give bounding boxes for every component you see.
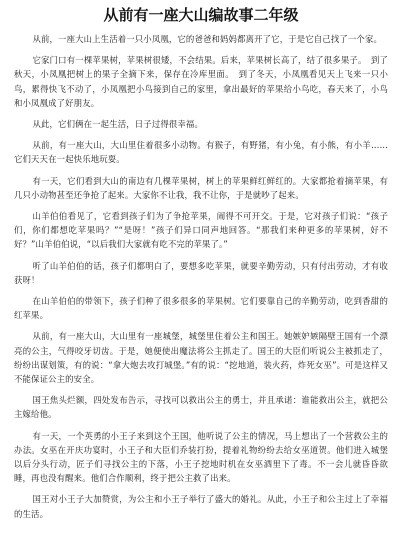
- paragraph-9: 从前，有一座大山，大山里有一座城堡，城堡里住着公主和国王。她嫉妒嫉隔壁王国有一个漂亮的公主，气得咬牙切齿。于是，她便使出魔法将公主抓走了。国王的大臣们听说公主被抓走了，纷纷出谋划策，有的说：“拿大炮去攻打城堡。”有的说：“挖地道，装火药，炸死女巫”。可是这样又不能保证公主的安全。: [14, 331, 388, 385]
- story-body: [14, 32, 388, 521]
- paragraph-8: 在山羊伯伯的带领下，孩子们种了很多很多的苹果树。它们要靠自己的辛勤劳动，吃到香甜的红苹果。: [14, 296, 388, 321]
- paragraph-3: 从此，它们俩在一起生活，日子过得很幸福。: [32, 119, 203, 130]
- paragraph-7: 听了山羊伯伯的话，孩子们都明白了，要想多吃苹果，就要辛勤劳动，只有付出劳动，才有收获呀！: [14, 260, 388, 285]
- paragraph-11: 有一天，一个英勇的小王子来到这个王国，他听说了公主的情况，马上想出了一个营救公主的办法。女巫在开庆功宴时，小王子和大臣们乔装打扮，提着礼物纷纷去给女巫道贺。他们进入城堡以后分头行动，匠子们寻找公主的下落，小王子挖地时机在女巫酒里下了毒。不一会儿就昏昏欲睡，再也没有醒来。他们合作顺利，终于把公主救了出来。: [14, 430, 388, 484]
- paragraph-1: 从前，一座大山上生活着一只小凤凰，它的爸爸和妈妈都离开了它，于是它自己找了一个家。: [32, 34, 382, 44]
- paragraph-4: 从前，有一座大山，大山里住着很多小动物。有猴子，有野猪，有小兔，有小熊，有小羊……它们天天在一起快乐地玩耍。: [14, 140, 388, 165]
- paragraph-5: 有一天，它们看到大山的南边有几棵苹果树，树上的苹果鲜红鲜红的。大家都抢着摘苹果，有几只小动物甚至还争抢了起来。大家你不让我，我不让你，于是就吵了起来。: [14, 175, 388, 200]
- paragraph-12: 国王对小王子大加赞赏，为公主和小王子举行了盛大的婚礼。从此，小王子和公主过上了幸福的生活。: [14, 494, 388, 519]
- paragraph-10: 国王焦头烂额，四处发布告示，寻找可以救出公主的勇士，并且承诺：谁能救出公主，就把公主嫁给他。: [14, 395, 388, 420]
- paragraph-6: 山羊伯伯看见了，它看到孩子们为了争抢苹果，闹得不可开交。于是，它对孩子们说：“孩子们，你们都想吃苹果吗？”“是呀！”孩子们异口同声地回答。“那我们来种更多的苹果树，好不好？”山羊伯伯说，“以后我们大家就有吃不完的苹果了。”: [14, 211, 388, 250]
- document-title: 从前有一座大山编故事二年级: [103, 6, 299, 24]
- paragraph-2: 它家门口有一棵苹果树，苹果树很矮，不会结果。后来，苹果树长高了，结了很多果子。 到了秋天，小凤凰把树上的果子全摘下来，保存在冷库里面。 到了冬天，小凤凰看见天上飞来一只小鸟，累得快飞不动了，小凤凰把小鸟接到自己的家里，拿出最好的苹果给小鸟吃，春天来了，小鸟和小凤凰成了好朋友。: [14, 55, 388, 108]
